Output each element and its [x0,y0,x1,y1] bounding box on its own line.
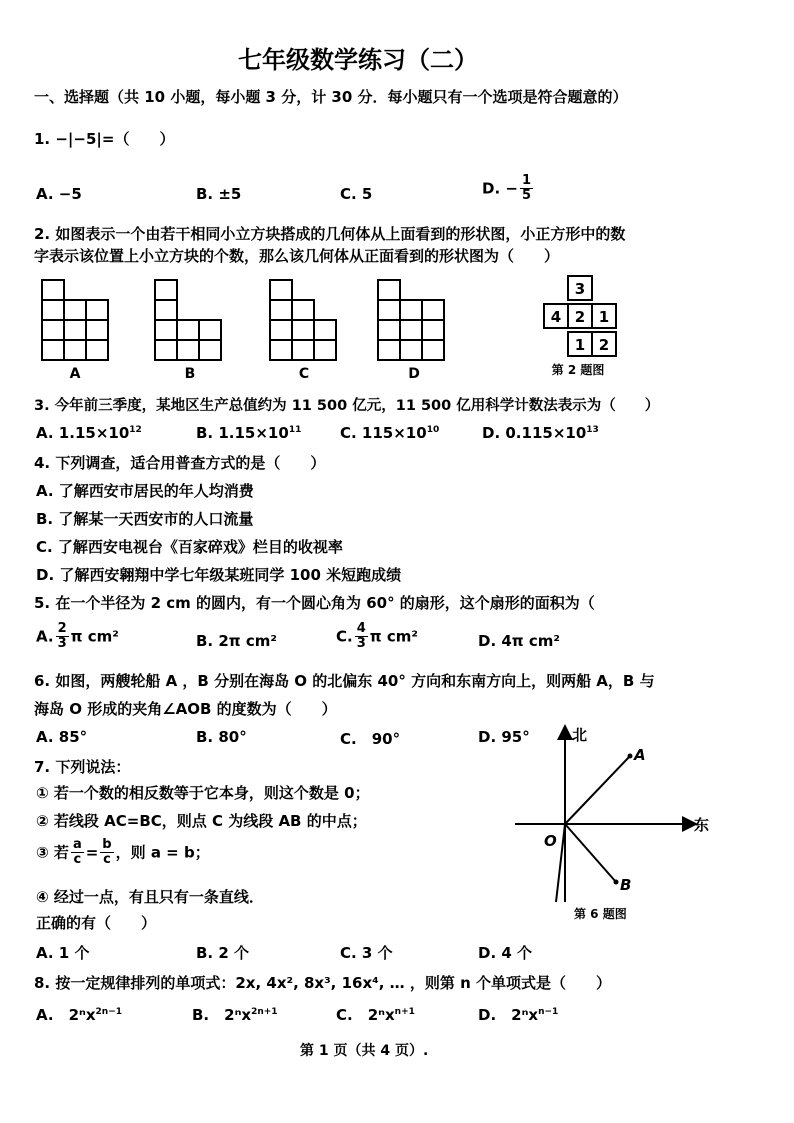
grid-cell: 2 [598,336,610,354]
q4-option-c[interactable]: C. 了解西安电视台《百家碎戏》栏目的收视率 [36,538,343,556]
q2-figure-c [270,280,336,360]
ray-ob [565,824,616,882]
q2-line2: 字表示该位置上小立方块的个数，那么该几何体从正面看到的形状图为（ ） [34,247,560,265]
q6-line1: 6. 如图，两艘轮船 A ，B 分别在海岛 O 的北偏东 40° 方向和东南方向上，则两船 A，B 与 [34,672,655,690]
section-heading: 一、选择题（共 10 小题，每小题 3 分，计 30 分．每小题只有一个选项是符合题意的） [34,88,628,106]
q5-option-a[interactable]: A. $\frac{2}{3}$ π cm² [36,621,119,652]
q6-option-c[interactable]: C. 90° [340,730,401,748]
q7-option-a[interactable]: A. 1 个 [36,944,90,962]
north-label: 北 [572,726,588,744]
q2-label-a[interactable]: A [69,366,81,380]
q3-option-a[interactable]: A. $1.15\times 10^{12}$ [36,424,142,442]
q6-option-d[interactable]: D. 95° [478,728,530,746]
q8-option-a[interactable]: A. 2ⁿx$^{2n-1}$ [36,1006,123,1024]
q7-option-c[interactable]: C. 3 个 [340,944,393,962]
q1-option-d[interactable] [482,174,535,204]
q8-stem: 8. 按一定规律排列的单项式：2x, 4x², 8x³, 16x⁴, … ，则第 n 个单项式是（ ） [34,974,611,992]
q7-option-d[interactable]: D. 4 个 [478,944,533,962]
q7-option-b[interactable]: B. 2 个 [196,944,250,962]
q7-ask: 正确的有（ ） [36,914,157,932]
grid-cell: 3 [574,280,586,298]
q4-stem: 4. 下列调查，适合用普查方式的是（ ） [34,454,326,472]
q3-option-d[interactable]: D. $0.115\times 10^{13}$ [482,424,599,442]
q3-option-b[interactable]: B. $1.15\times 10^{11}$ [196,424,302,442]
q2-figure-a [42,280,108,360]
q3-stem: 3. 今年前三季度，某地区生产总值约为 11 500 亿元，11 500 亿用科学计数法表示为（ ） [34,398,660,414]
q8-option-c[interactable]: C. 2ⁿx$^{n+1}$ [336,1006,415,1024]
grid-cell: 1 [574,336,586,354]
page-title: 七年级数学练习（二） [238,46,478,74]
q8-option-b[interactable]: B. 2ⁿx$^{2n+1}$ [192,1006,278,1024]
origin-label: O [544,832,557,850]
ray-oa [565,756,630,824]
q5-stem: 5. 在一个半径为 2 cm 的圆内，有一个圆心角为 60° 的扇形，这个扇形的面积为（ [34,594,595,612]
q4-option-a[interactable]: A. 了解西安市居民的年人均消费 [36,482,254,500]
q8-option-d[interactable]: D. 2ⁿx$^{n-1}$ [478,1006,559,1024]
page-footer: 第 1 页（共 4 页）. [300,1043,429,1059]
q5-option-b[interactable]: B. 2π cm² [196,632,277,650]
q2-label-d[interactable]: D [408,366,420,380]
point-b-label: B [620,876,632,894]
q7-statement-2: ② 若线段 AC=BC，则点 C 为线段 AB 的中点； [36,812,367,830]
q1-stem: 1. −|−5|=（ ） [34,130,175,148]
q7-statement-1: ① 若一个数的相反数等于它本身，则这个数是 0； [36,784,370,802]
q6-option-a[interactable]: A. 85° [36,728,88,746]
q6-caption: 第 6 题图 [574,907,627,921]
ray-south [556,824,565,902]
point-a-label: A [634,746,646,764]
q4-option-b[interactable]: B. 了解某一天西安市的人口流量 [36,510,254,528]
q2-label-c[interactable]: C [298,366,310,380]
q1-d-prefix: D. − [482,179,518,198]
q2-figures [0,270,794,380]
q2-label-b[interactable]: B [184,366,196,380]
grid-cell: 4 [550,308,562,326]
q2-line1: 2. 如图表示一个由若干相同小立方块搭成的几何体从上面看到的形状图，小正方形中的数 [34,225,626,243]
q1-d-fraction: $\frac{1}{5}$ [521,173,531,204]
east-label: 东 [694,816,710,834]
q4-option-d[interactable]: D. 了解西安翱翔中学七年级某班同学 100 米短跑成绩 [36,566,402,584]
q1-option-b[interactable]: B. ±5 [196,185,242,203]
q6-line2: 海岛 O 形成的夹角∠AOB 的度数为（ ） [34,700,337,718]
q2-figure-d [378,280,444,360]
q7-statement-3: ③ 若 $\frac{a}{c}$ = $\frac{b}{c}$ ，则 a = b； [36,837,210,868]
grid-cell: 1 [598,308,610,326]
q5-option-d[interactable]: D. 4π cm² [478,632,560,650]
q2-caption: 第 2 题图 [551,363,605,377]
q7-stem: 7. 下列说法： [34,758,131,776]
grid-cell: 2 [574,308,586,326]
q5-option-c[interactable]: C. $\frac{4}{3}$ π cm² [336,621,418,652]
q7-statement-4: ④ 经过一点，有且只有一条直线． [36,888,264,906]
q1-option-a[interactable]: A. −5 [36,185,82,203]
q6-figure [510,722,750,922]
q2-figure-b [155,280,221,360]
q1-option-c[interactable]: C. 5 [340,185,373,203]
q6-option-b[interactable]: B. 80° [196,728,247,746]
q3-option-c[interactable]: C. $115\times 10^{10}$ [340,424,440,442]
